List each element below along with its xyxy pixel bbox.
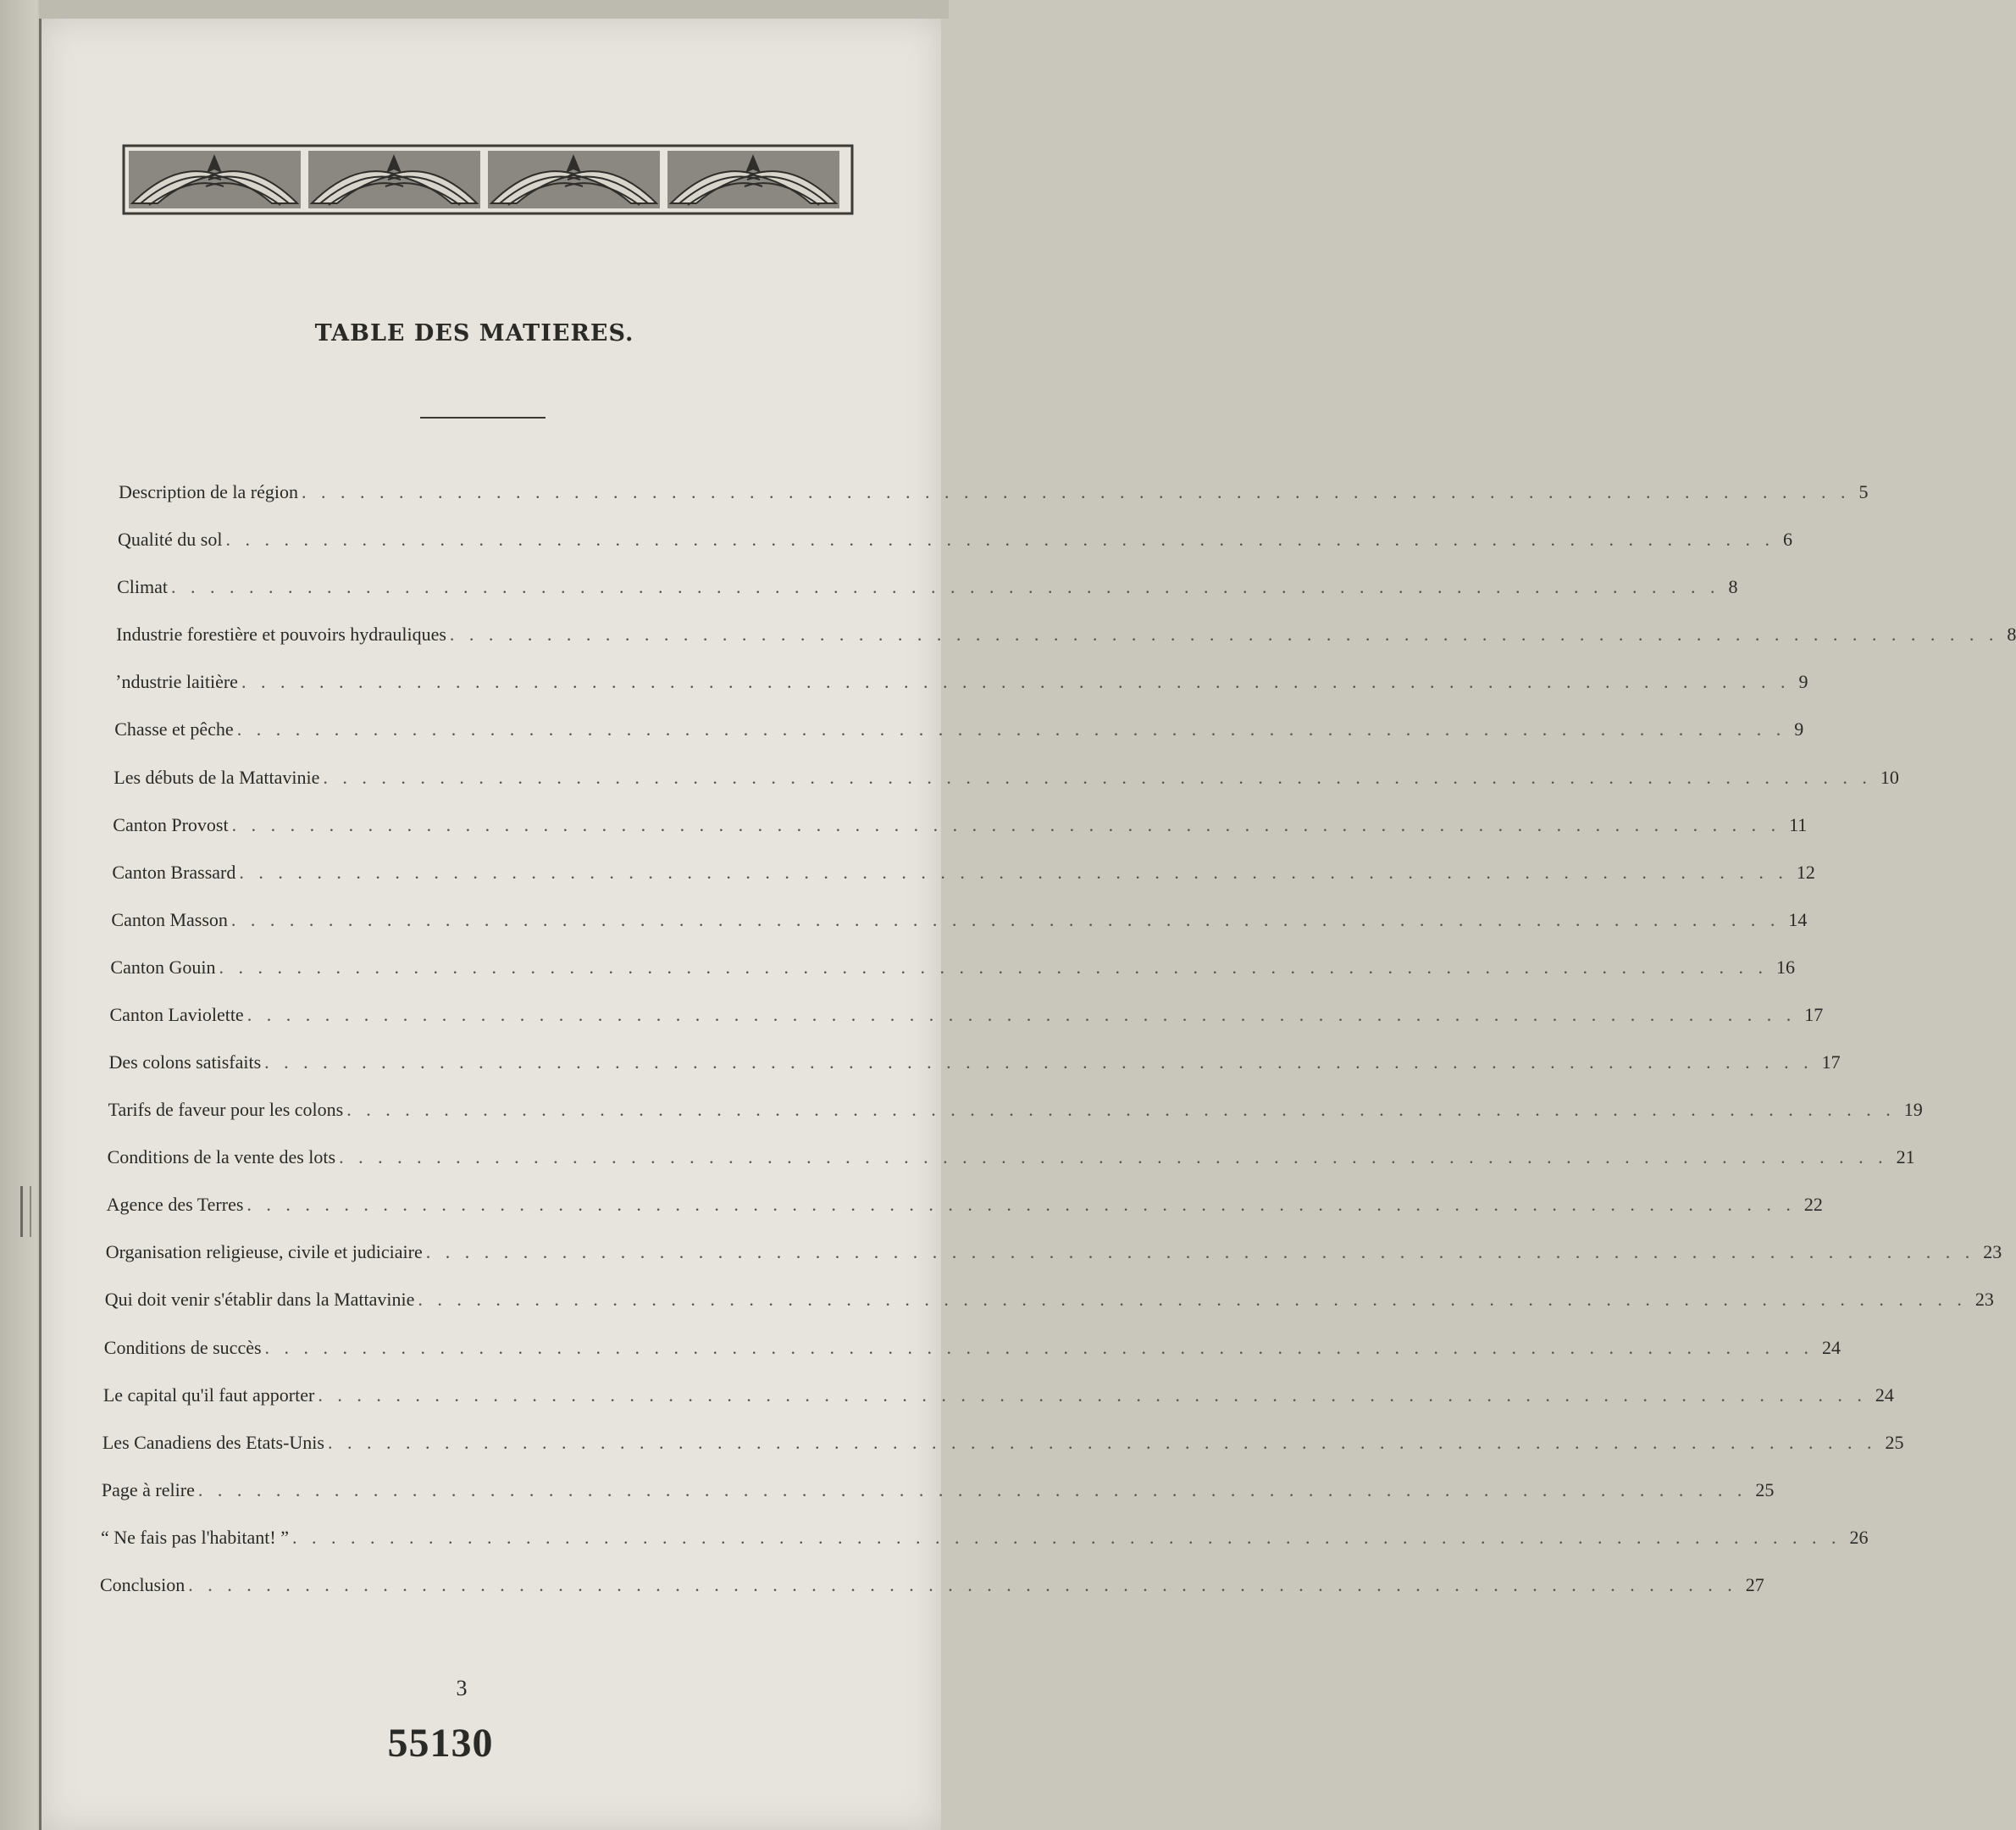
- dot-leader: . . . . . . . . . . . . . . . . . . . . . . . . . . . . . . . . . . . . . . . . . . . . . . . . . . . . . . . . . . . . . . . . . . . . . . . . . . . . . . . .: [231, 813, 1781, 835]
- toc-entry-page: 6: [1782, 529, 1792, 551]
- toc-entry-page: 8: [2007, 624, 2016, 646]
- toc-entry-title: Conclusion: [100, 1574, 186, 1595]
- toc-entry-title: Les débuts de la Mattavinie: [114, 766, 320, 788]
- toc-entry-title: ʼndustrie laitière: [115, 671, 238, 693]
- toc-entry-title: Qualité du sol: [118, 529, 223, 551]
- page-title: TABLE DES MATIERES.: [314, 320, 634, 347]
- dot-leader: . . . . . . . . . . . . . . . . . . . . . . . . . . . . . . . . . . . . . . . . . . . . . . . . . . . . . . . . . . . . . . . . . . . . . . . . . . . . . . . .: [239, 861, 1788, 883]
- dot-leader: . . . . . . . . . . . . . . . . . . . . . . . . . . . . . . . . . . . . . . . . . . . . . . . . . . . . . . . . . . . . . . . . . . . . . . . . . . . . . . . .: [449, 624, 1999, 646]
- toc-entry-title: “ Ne fais pas l'habitant! ”: [100, 1526, 289, 1548]
- toc-entry-page: 24: [1875, 1384, 1894, 1406]
- dot-leader: . . . . . . . . . . . . . . . . . . . . . . . . . . . . . . . . . . . . . . . . . . . . . . . . . . . . . . . . . . . . . . . . . . . . . . . . . . . . . . . .: [264, 1336, 1814, 1358]
- toc-entry: [116, 624, 2016, 654]
- toc-entry: [108, 1099, 1923, 1129]
- toc-entry: [111, 908, 1808, 940]
- toc-entry-page: 25: [1755, 1478, 1775, 1500]
- toc-entry-page: 5: [1858, 481, 1869, 502]
- dot-leader: . . . . . . . . . . . . . . . . . . . . . . . . . . . . . . . . . . . . . . . . . . . . . . . . . . . . . . . . . . . . . . . . . . . . . . . . . . . . . . . .: [236, 718, 1786, 740]
- toc-entry: [102, 1431, 1904, 1462]
- toc-entry-page: 23: [1983, 1241, 2002, 1263]
- toc-entry-page: 9: [1794, 718, 1804, 740]
- toc-entry: [118, 529, 1792, 559]
- toc-entry: [108, 1051, 1841, 1082]
- toc-entry-page: 25: [1885, 1431, 1904, 1453]
- toc-entry: [100, 1574, 1764, 1605]
- toc-entry-title: Conditions de succès: [103, 1336, 262, 1358]
- toc-entry-page: 8: [1728, 576, 1738, 598]
- toc-entry: [101, 1478, 1775, 1510]
- dot-leader: . . . . . . . . . . . . . . . . . . . . . . . . . . . . . . . . . . . . . . . . . . . . . . . . . . . . . . . . . . . . . . . . . . . . . . . . . . . . . . . .: [219, 956, 1768, 978]
- toc-entry-page: 23: [1974, 1289, 1994, 1311]
- toc-entry-page: 24: [1822, 1336, 1842, 1358]
- toc-entry-title: Agence des Terres: [106, 1194, 244, 1216]
- toc-entry: [102, 1384, 1894, 1415]
- toc-entry-title: Page à relire: [101, 1478, 195, 1500]
- dot-leader: . . . . . . . . . . . . . . . . . . . . . . . . . . . . . . . . . . . . . . . . . . . . . . . . . . . . . . . . . . . . . . . . . . . . . . . . . . . . . . . .: [246, 1003, 1797, 1025]
- toc-entry-page: 26: [1849, 1526, 1869, 1548]
- toc-entry-title: Tarifs de faveur pour les colons: [108, 1099, 344, 1121]
- toc-entry-title: Canton Provost: [113, 813, 229, 835]
- dot-leader: . . . . . . . . . . . . . . . . . . . . . . . . . . . . . . . . . . . . . . . . . . . . . . . . . . . . . . . . . . . . . . . . . . . . . . . . . . . . . . . .: [197, 1478, 1747, 1500]
- toc-entry: [100, 1526, 1869, 1557]
- toc-entry-page: 21: [1896, 1146, 1915, 1168]
- toc-entry-page: 12: [1796, 861, 1815, 883]
- dot-leader: . . . . . . . . . . . . . . . . . . . . . . . . . . . . . . . . . . . . . . . . . . . . . . . . . . . . . . . . . . . . . . . . . . . . . . . . . . . . . . . .: [230, 908, 1781, 930]
- toc-entry-title: Climat: [117, 576, 168, 598]
- toc-entry-title: Description de la région: [119, 481, 298, 502]
- dot-leader: . . . . . . . . . . . . . . . . . . . . . . . . . . . . . . . . . . . . . . . . . . . . . . . . . . . . . . . . . . . . . . . . . . . . . . . . . . . . . . . .: [339, 1146, 1888, 1168]
- toc-entry: [113, 813, 1808, 845]
- dot-leader: . . . . . . . . . . . . . . . . . . . . . . . . . . . . . . . . . . . . . . . . . . . . . . . . . . . . . . . . . . . . . . . . . . . . . . . . . . . . . . . .: [418, 1289, 1967, 1311]
- dot-leader: . . . . . . . . . . . . . . . . . . . . . . . . . . . . . . . . . . . . . . . . . . . . . . . . . . . . . . . . . . . . . . . . . . . . . . . . . . . . . . . .: [264, 1051, 1814, 1073]
- toc-entry-title: Des colons satisfaits: [108, 1051, 262, 1073]
- toc-entry: [109, 1003, 1824, 1034]
- toc-entry-title: Canton Gouin: [110, 956, 216, 978]
- toc-entry: [114, 766, 1899, 797]
- toc-entry-title: Qui doit venir s'établir dans la Mattavinie: [104, 1289, 415, 1311]
- toc-entry-title: Les Canadiens des Etats-Unis: [102, 1431, 324, 1453]
- dot-leader: . . . . . . . . . . . . . . . . . . . . . . . . . . . . . . . . . . . . . . . . . . . . . . . . . . . . . . . . . . . . . . . . . . . . . . . . . . . . . . . .: [225, 529, 1775, 551]
- toc-entry: [119, 481, 1869, 512]
- dot-leader: . . . . . . . . . . . . . . . . . . . . . . . . . . . . . . . . . . . . . . . . . . . . . . . . . . . . . . . . . . . . . . . . . . . . . . . . . . . . . . . .: [188, 1574, 1737, 1595]
- dot-leader: . . . . . . . . . . . . . . . . . . . . . . . . . . . . . . . . . . . . . . . . . . . . . . . . . . . . . . . . . . . . . . . . . . . . . . . . . . . . . . . .: [425, 1241, 1975, 1263]
- toc-entry-page: 19: [1903, 1099, 1923, 1121]
- toc-entry-page: 22: [1803, 1194, 1823, 1216]
- dot-leader: . . . . . . . . . . . . . . . . . . . . . . . . . . . . . . . . . . . . . . . . . . . . . . . . . . . . . . . . . . . . . . . . . . . . . . . . . . . . . . . .: [327, 1431, 1877, 1453]
- toc-entry: [106, 1194, 1823, 1224]
- toc-entry-title: Chasse et pêche: [114, 718, 234, 740]
- toc-entry-title: Le capital qu'il faut apporter: [102, 1384, 315, 1406]
- toc-entry: [107, 1146, 1915, 1177]
- toc-entry-page: 17: [1804, 1003, 1824, 1025]
- toc-entry: [117, 576, 1738, 607]
- dot-leader: . . . . . . . . . . . . . . . . . . . . . . . . . . . . . . . . . . . . . . . . . . . . . . . . . . . . . . . . . . . . . . . . . . . . . . . . . . . . . . . .: [292, 1526, 1842, 1548]
- dot-leader: . . . . . . . . . . . . . . . . . . . . . . . . . . . . . . . . . . . . . . . . . . . . . . . . . . . . . . . . . . . . . . . . . . . . . . . . . . . . . . . .: [346, 1099, 1896, 1121]
- toc-entry-title: Canton Laviolette: [109, 1003, 244, 1025]
- toc-entry: [104, 1289, 1994, 1319]
- dot-leader: . . . . . . . . . . . . . . . . . . . . . . . . . . . . . . . . . . . . . . . . . . . . . . . . . . . . . . . . . . . . . . . . . . . . . . . . . . . . . . . .: [302, 481, 1851, 502]
- toc-entry: [115, 671, 1808, 702]
- toc-entry-page: 10: [1880, 766, 1899, 788]
- toc-entry-page: 11: [1789, 813, 1808, 835]
- toc-entry-page: 27: [1745, 1574, 1764, 1595]
- dot-leader: . . . . . . . . . . . . . . . . . . . . . . . . . . . . . . . . . . . . . . . . . . . . . . . . . . . . . . . . . . . . . . . . . . . . . . . . . . . . . . . .: [318, 1384, 1867, 1406]
- toc-entry-page: 14: [1788, 908, 1808, 930]
- toc-entry: [105, 1241, 2002, 1272]
- stamp-number: 55130: [387, 1721, 494, 1766]
- page-number: 3: [456, 1676, 468, 1700]
- toc-entry-page: 17: [1821, 1051, 1841, 1073]
- toc-entry: [103, 1336, 1842, 1367]
- toc-entry-title: Conditions de la vente des lots: [107, 1146, 336, 1168]
- toc-entry-title: Industrie forestière et pouvoirs hydrauliques: [116, 624, 446, 646]
- toc-entry-page: 9: [1798, 671, 1808, 693]
- dot-leader: . . . . . . . . . . . . . . . . . . . . . . . . . . . . . . . . . . . . . . . . . . . . . . . . . . . . . . . . . . . . . . . . . . . . . . . . . . . . . . . .: [241, 671, 1791, 693]
- dot-leader: . . . . . . . . . . . . . . . . . . . . . . . . . . . . . . . . . . . . . . . . . . . . . . . . . . . . . . . . . . . . . . . . . . . . . . . . . . . . . . . .: [246, 1194, 1796, 1216]
- dot-leader: . . . . . . . . . . . . . . . . . . . . . . . . . . . . . . . . . . . . . . . . . . . . . . . . . . . . . . . . . . . . . . . . . . . . . . . . . . . . . . . .: [323, 766, 1872, 788]
- toc-entry: [110, 956, 1795, 987]
- toc-entry-title: Canton Masson: [111, 908, 228, 930]
- dot-leader: . . . . . . . . . . . . . . . . . . . . . . . . . . . . . . . . . . . . . . . . . . . . . . . . . . . . . . . . . . . . . . . . . . . . . . . . . . . . . . . .: [170, 576, 1720, 598]
- toc-entry-title: Canton Brassard: [112, 861, 236, 883]
- toc-entry: [114, 718, 1804, 749]
- toc-entry-title: Organisation religieuse, civile et judiciaire: [105, 1241, 423, 1263]
- toc-entry: [112, 861, 1815, 892]
- toc-entry-page: 16: [1775, 956, 1795, 978]
